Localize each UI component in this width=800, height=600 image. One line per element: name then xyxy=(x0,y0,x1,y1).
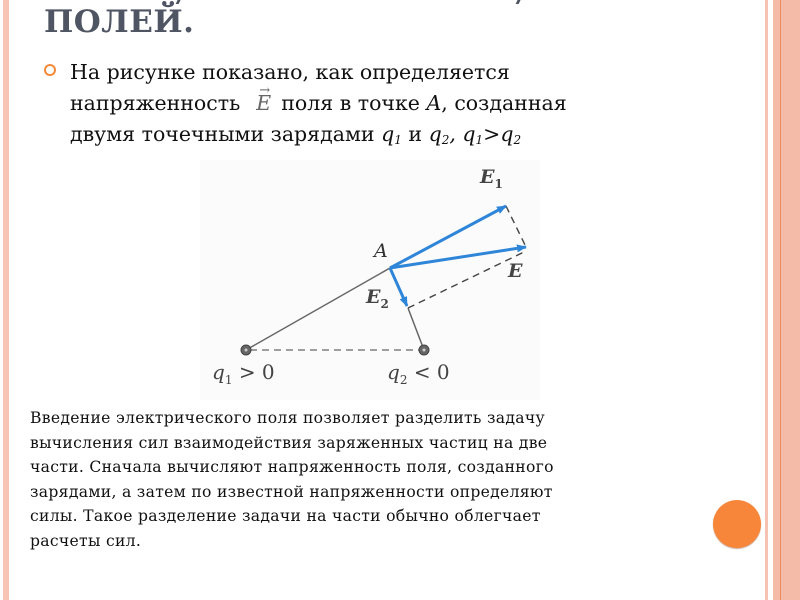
bullet-paragraph xyxy=(70,57,750,156)
charge-q2: q xyxy=(428,122,442,146)
bullet-circle-icon xyxy=(44,64,56,76)
q2-condition-label xyxy=(387,360,450,387)
point-label: A xyxy=(426,91,442,115)
paragraph-line: Введение электрического поля позволяет разделить задачу xyxy=(30,409,545,427)
slide-title: ПОЛЕЙ. xyxy=(44,4,195,40)
q1-symbol: q xyxy=(212,360,225,384)
text-segment: и xyxy=(408,122,423,146)
subscript: 1 xyxy=(475,133,484,147)
text-segment: , созданная xyxy=(441,91,567,115)
comparison-text: >q xyxy=(483,122,514,146)
q2-condition: < 0 xyxy=(413,360,450,384)
subscript: 2 xyxy=(513,133,522,147)
q1-condition: > 0 xyxy=(238,360,275,384)
e-resultant-label: E xyxy=(508,260,523,282)
title-fragment-decoration xyxy=(516,0,530,4)
e2-label xyxy=(366,286,389,311)
paragraph-line: части. Сначала вычисляют напряженность поля, созданного xyxy=(30,458,554,476)
e2-symbol: E xyxy=(366,286,381,308)
e2-subscript: 2 xyxy=(380,296,389,311)
subscript: 1 xyxy=(394,133,402,147)
paragraph-line: зарядами, а затем по известной напряженности определяют xyxy=(30,482,553,501)
comparison-text: , q xyxy=(449,122,476,146)
q2-symbol: q xyxy=(387,360,400,384)
bullet-line-1: На рисунке показано, как определяется xyxy=(70,60,510,84)
e1-symbol: E xyxy=(480,166,495,188)
electric-field-diagram xyxy=(200,160,540,400)
paragraph-line: вычисления сил взаимодействия заряженных частиц на две xyxy=(30,433,548,452)
text-segment: напряженность xyxy=(70,91,241,115)
vector-e-symbol: → E xyxy=(256,88,271,119)
subscript: 2 xyxy=(441,133,450,147)
q1-subscript: 1 xyxy=(224,373,233,387)
point-a-label: A xyxy=(374,240,388,262)
charge-q1: q xyxy=(381,122,395,146)
text-segment: двумя точечными зарядами xyxy=(70,122,375,146)
paragraph-line: силы. Такое разделение задачи на части обычно облегчает xyxy=(30,507,541,525)
e1-subscript: 1 xyxy=(494,176,503,191)
explanation-paragraph xyxy=(30,406,750,553)
paragraph-line: расчеты сил. xyxy=(30,531,142,550)
e1-label xyxy=(480,166,503,191)
right-border-thin-decoration xyxy=(765,0,768,600)
right-border-line-decoration xyxy=(780,0,781,600)
text-segment: поля в точке xyxy=(281,91,420,115)
q1-condition-label xyxy=(212,360,275,387)
bullet-line-3 xyxy=(70,119,750,156)
bullet-line-2 xyxy=(70,88,750,119)
right-border-band-decoration xyxy=(773,0,800,600)
q2-subscript: 2 xyxy=(399,373,408,387)
left-border-decoration xyxy=(3,0,9,600)
